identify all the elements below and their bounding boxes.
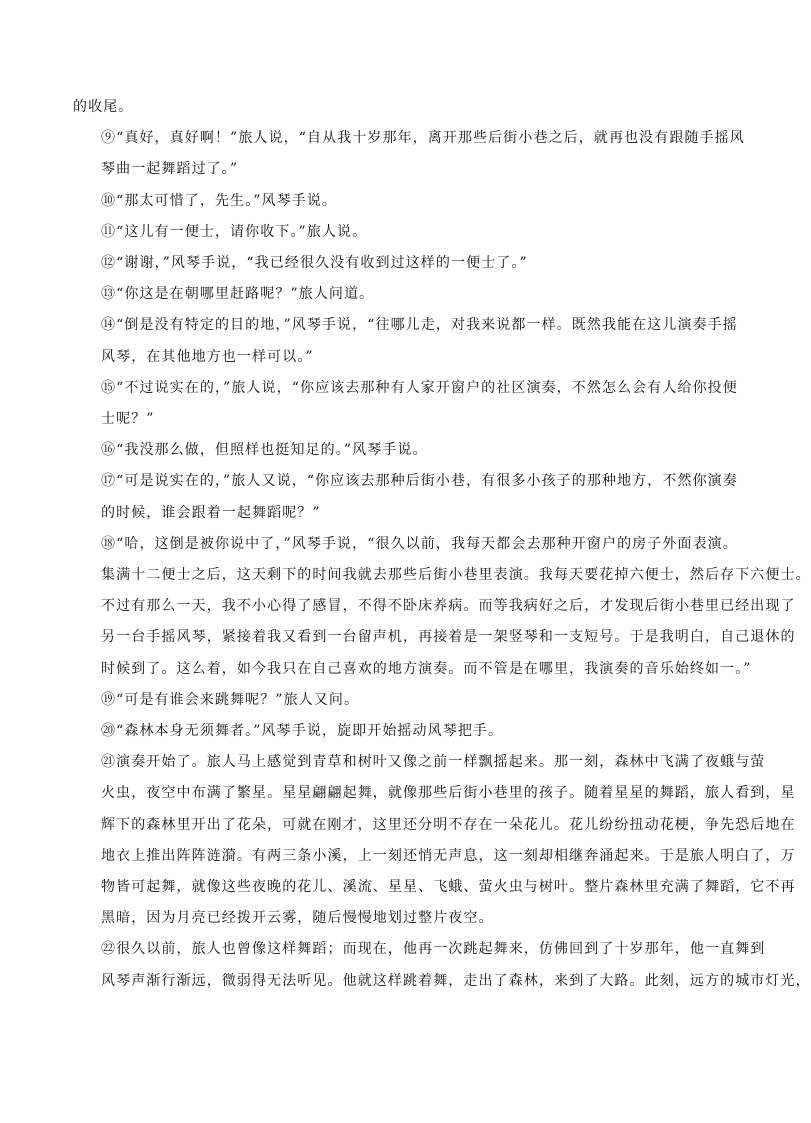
text-line: 琴曲一起舞蹈过了。” (101, 161, 239, 178)
paragraph (73, 373, 737, 435)
text-line: 风琴，在其他地方也一样可以。” (101, 348, 314, 365)
paragraph (73, 529, 811, 685)
text-line: ⑭“倒是没有特定的目的地，”风琴手说，“往哪儿走，对我来说都一样。既然我能在这儿演奏手摇 (101, 317, 738, 334)
paragraph (73, 685, 737, 716)
paragraph (73, 747, 796, 934)
text-line: ⑬“你这是在朝哪里赶路呢？”旅人问道。 (101, 286, 375, 303)
text-line: 的时候，谁会跟着一起舞蹈呢？” (101, 504, 321, 521)
text-line: 时候到了。这么着，如今我只在自己喜欢的地方演奏。而不管是在哪里，我演奏的音乐始终如一。” (101, 660, 752, 677)
text-line: ㉒很久以前，旅人也曾像这样舞蹈；而现在，他再一次跳起舞来，仿佛回到了十岁那年，他一直舞到 (101, 941, 766, 958)
text-line: ⑲“可是有谁会来跳舞呢？”旅人又问。 (101, 691, 360, 708)
text-line: ㉑演奏开始了。旅人马上感觉到青草和树叶又像之前一样飘摇起来。那一刻，森林中飞满了夜蛾与萤 (101, 754, 766, 771)
paragraph (73, 186, 737, 217)
text-line: 士呢？” (101, 411, 155, 428)
paragraph (73, 123, 745, 185)
paragraph (73, 248, 737, 279)
text-line: ⑰“可是说实在的，”旅人又说，“你应该去那种后街小巷，有很多小孩子的那种地方，不然你演奏 (101, 473, 738, 490)
text-line: 黑暗，因为月亮已经拨开云雾，随后慢慢地划过整片夜空。 (101, 910, 494, 927)
paragraph (73, 310, 737, 372)
paragraph (73, 934, 811, 996)
text-line: 辉下的森林里开出了花朵，可就在刚才，这里还分明不存在一朵花儿。花儿纷纷扭动花梗，争先恐后地在 (101, 816, 796, 833)
text-line: ⑨“真好，真好啊！”旅人说，“自从我十岁那年，离开那些后街小巷之后，就再也没有跟随手摇风 (101, 130, 745, 147)
paragraph (73, 279, 737, 310)
text-line: 地衣上推出阵阵涟漪。有两三条小溪，上一刻还悄无声息，这一刻却相继奔涌起来。于是旅人明白了，万 (101, 847, 796, 864)
text-line: ⑮“不过说实在的，”旅人说，“你应该去那种有人家开窗户的社区演奏，不然怎么会有人给你投便 (101, 379, 738, 396)
text-line: ⑯“我没那么做，但照样也挺知足的。”风琴手说。 (101, 442, 428, 459)
text-line: 集满十二便士之后，这天剩下的时间我就去那些后街小巷里表演。我每天要花掉六便士，然后存下六便士。 (101, 567, 811, 584)
text-line: 的收尾。 (73, 99, 134, 115)
text-line: 物皆可起舞，就像这些夜晚的花儿、溪流、星星、飞蛾、萤火虫与树叶。整片森林里充满了舞蹈，它不再 (101, 879, 796, 896)
article-body (73, 92, 811, 997)
paragraph (73, 92, 737, 123)
paragraph (73, 435, 737, 466)
text-line: ⑳“森林本身无须舞者。”风琴手说，旋即开始摇动风琴把手。 (101, 723, 504, 740)
paragraph (73, 716, 737, 747)
text-line: ⑫“谢谢，”风琴手说，“我已经很久没有收到过这样的一便士了。” (101, 255, 528, 272)
text-line: ⑱“哈，这倒是被你说中了，”风琴手说，“很久以前，我每天都会去那种开窗户的房子外面表演。 (101, 535, 738, 552)
text-line: ⑩“那太可惜了，先生。”风琴手说。 (101, 192, 338, 209)
paragraph (73, 217, 737, 248)
text-line: ⑪“这儿有一便士，请你收下。”旅人说。 (101, 223, 368, 240)
paragraph (73, 466, 737, 528)
text-line: 风琴声渐行渐远，微弱得无法听见。他就这样跳着舞，走出了森林，来到了大路。此刻，远方的城市灯光， (101, 972, 811, 989)
text-line: 另一台手摇风琴，紧接着我又看到一台留声机，再接着是一架竖琴和一支短号。于是我明白，自己退休的 (101, 629, 796, 646)
text-line: 火虫，夜空中布满了繁星。星星翩翩起舞，就像那些后街小巷里的孩子。随着星星的舞蹈，旅人看到，星 (101, 785, 796, 802)
text-line: 不过有那么一天，我不小心得了感冒，不得不卧床养病。而等我病好之后，才发现后街小巷里已经出现了 (101, 598, 796, 615)
